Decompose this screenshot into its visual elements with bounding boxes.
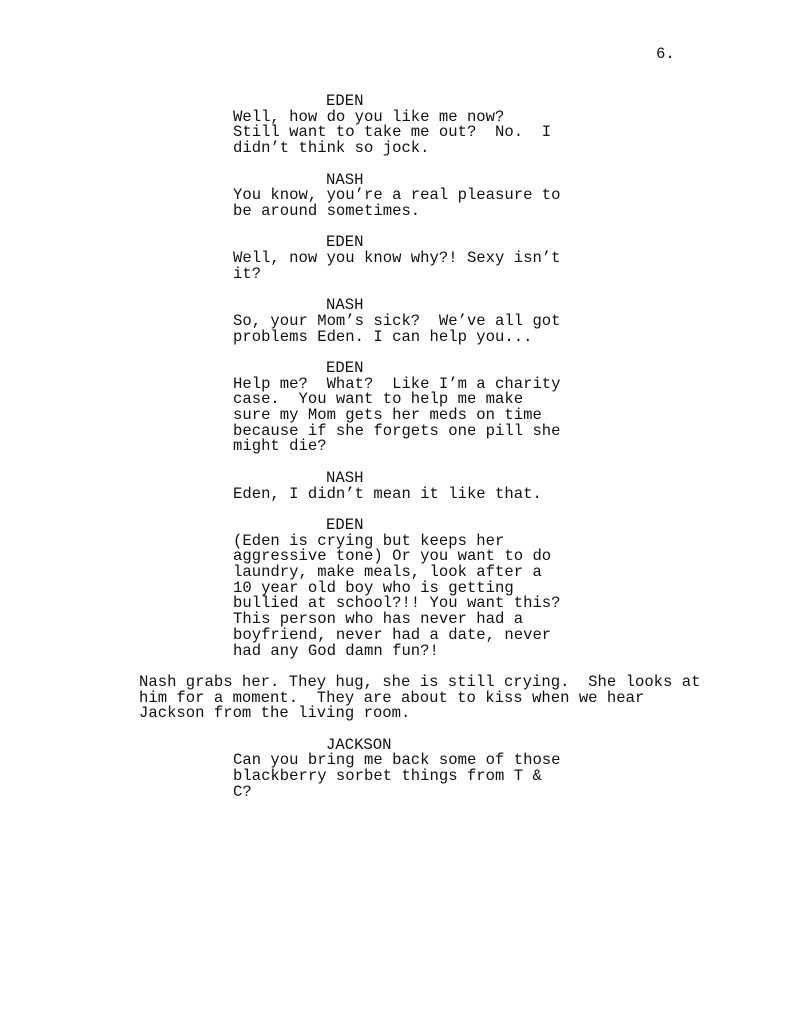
dialogue-line: C? bbox=[233, 782, 252, 801]
dialogue-line: Eden, I didn’t mean it like that. bbox=[233, 484, 542, 503]
dialogue-block bbox=[0, 235, 791, 282]
dialogue-line: (Eden is crying but keeps her bbox=[233, 531, 505, 550]
dialogue-line: blackberry sorbet things from T & bbox=[233, 767, 542, 786]
dialogue-line: had any God damn fun?! bbox=[233, 641, 439, 660]
dialogue-line: might die? bbox=[233, 437, 327, 456]
dialogue-line: it? bbox=[233, 264, 262, 283]
dialogue-line: be around sometimes. bbox=[233, 201, 421, 220]
dialogue-line: So, your Mom’s sick? We’ve all got bbox=[233, 311, 561, 330]
dialogue-line: aggressive tone) Or you want to do bbox=[233, 547, 552, 566]
dialogue-line: Well, how do you like me now? bbox=[233, 107, 505, 126]
dialogue-block bbox=[0, 735, 791, 801]
dialogue-line: bullied at school?!! You want this? bbox=[233, 594, 561, 613]
action-line: him for a moment. They are about to kiss when we hear bbox=[139, 688, 645, 707]
dialogue-line: You know, you’re a real pleasure to bbox=[233, 186, 561, 205]
dialogue-line: Well, now you know why?! Sexy isn’t bbox=[233, 249, 561, 267]
dialogue-line: Still want to take me out? No. I bbox=[233, 123, 552, 142]
action-line: Jackson from the living room. bbox=[139, 704, 411, 723]
character-cue: EDEN bbox=[326, 92, 364, 110]
dialogue-line: didn’t think so jock. bbox=[233, 139, 430, 158]
dialogue-block bbox=[0, 515, 791, 660]
character-cue: NASH bbox=[326, 170, 364, 189]
dialogue-line: 10 year old boy who is getting bbox=[233, 578, 514, 597]
dialogue-line: This person who has never had a bbox=[233, 610, 524, 629]
character-cue: EDEN bbox=[326, 515, 364, 534]
dialogue-line: laundry, make meals, look after a bbox=[233, 563, 542, 581]
dialogue-block bbox=[0, 298, 791, 345]
dialogue-line: case. You want to help me make bbox=[233, 390, 524, 409]
character-cue: JACKSON bbox=[326, 735, 392, 754]
action-line: Nash grabs her. They hug, she is still crying. She looks at bbox=[139, 672, 701, 691]
dialogue-line: sure my Mom gets her meds on time bbox=[233, 406, 542, 424]
dialogue-line: Help me? What? Like I’m a charity bbox=[233, 374, 561, 393]
dialogue-block bbox=[0, 94, 791, 157]
dialogue-block bbox=[0, 468, 791, 503]
dialogue-line: because if she forgets one pill she bbox=[233, 421, 561, 440]
screenplay-body bbox=[0, 94, 791, 816]
dialogue-line: problems Eden. I can help you... bbox=[233, 327, 533, 346]
page-number: 6. bbox=[656, 45, 675, 63]
character-cue: NASH bbox=[326, 296, 364, 315]
dialogue-block bbox=[0, 170, 791, 220]
character-cue: EDEN bbox=[326, 358, 364, 377]
action-block bbox=[0, 672, 791, 723]
dialogue-block bbox=[0, 358, 791, 456]
character-cue: EDEN bbox=[326, 233, 364, 252]
character-cue: NASH bbox=[326, 468, 364, 487]
dialogue-line: boyfriend, never had a date, never bbox=[233, 625, 552, 644]
dialogue-line: Can you bring me back some of those bbox=[233, 751, 561, 770]
